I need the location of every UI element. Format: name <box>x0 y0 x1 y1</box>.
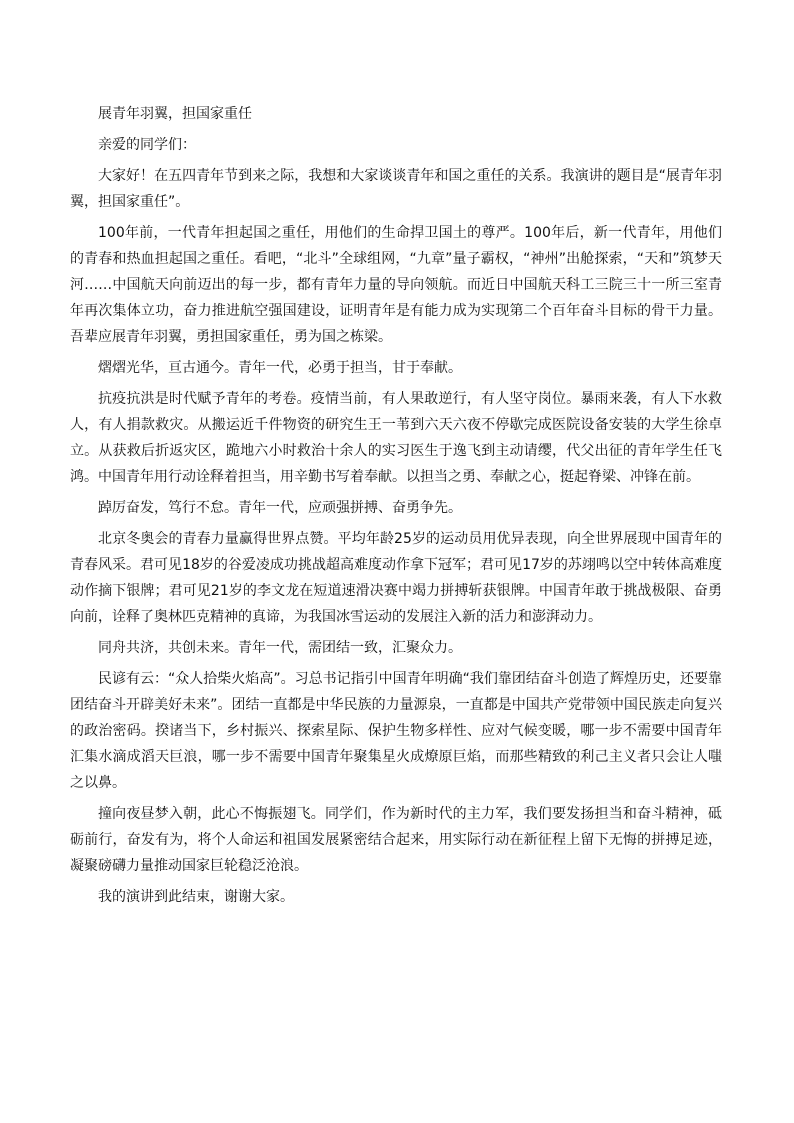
speech-title: 展青年羽翼，担国家重任 <box>98 106 252 122</box>
paragraph: 抗疫抗洪是时代赋予青年的考卷。疫情当前，有人果敢逆行，有人坚守岗位。暴雨来袭，有人下水救人，有人捐款救灾。从搬运近千件物资的研究生王一苇到六天六夜不停歇完成医院设备安装的大学生徐卓立。从获救后折返灾区，跪地六小时救治十余人的实习医生于逸飞到主动请缨，代父出征的青年学生任飞鸿。中国青年用行动诠释着担当，用辛勤书写着奉献。以担当之勇、奉献之心，挺起脊梁、冲锋在前。 <box>70 391 722 485</box>
paragraph: 北京冬奥会的青春力量赢得世界点赞。平均年龄25岁的运动员用优异表现，向全世界展现中国青年的青春风采。君可见18岁的谷爱凌成功挑战超高难度动作拿下冠军；君可见17岁的苏翊鸣以空中转体高难度动作摘下银牌；君可见21岁的李文龙在短道速滑决赛中竭力拼搏斩获银牌。中国青年敢于挑战极限、奋勇向前，诠释了奥林匹克精神的真谛，为我国冰雪运动的发展注入新的活力和澎湃动力。 <box>70 531 722 625</box>
section-heading: 踔厉奋发，笃行不怠。青年一代，应顽强拼搏、奋勇争先。 <box>98 500 462 516</box>
section-heading: 同舟共济，共创未来。青年一代，需团结一致，汇聚众力。 <box>98 640 462 656</box>
paragraph: 100年前，一代青年担起国之重任，用他们的生命捍卫国土的尊严。100年后，新一代青年，用他们的青春和热血担起国之重任。看吧，“北斗”全球组网，“九章”量子霸权，“神州”出舱探索，“天和”筑梦天河……中国航天向前迈出的每一步，都有青年力量的导向领航。而近日中国航天科工三院三十一所三室青年再次集体立功，奋力推进航空强国建设，证明青年是有能力成为实现第二个百年奋斗目标的骨干力量。吾辈应展青年羽翼，勇担国家重任，勇为国之栋梁。 <box>70 225 722 345</box>
salutation: 亲爱的同学们： <box>98 137 196 153</box>
speech-text <box>70 101 722 915</box>
paragraph: 撞向夜昼梦入朝，此心不悔振翅飞。同学们，作为新时代的主力军，我们要发扬担当和奋斗精神，砥砺前行，奋发有为，将个人命运和祖国发展紧密结合起来，用实际行动在新征程上留下无悔的拼搏足迹，凝聚磅礴力量推动国家巨轮稳泛沧浪。 <box>70 806 722 874</box>
paragraph: 民谚有云：“众人拾柴火焰高”。习总书记指引中国青年明确“我们靠团结奋斗创造了辉煌历史，还要靠团结奋斗开辟美好未来”。团结一直都是中华民族的力量源泉，一直都是中国共产党带领中国民族走向复兴的政治密码。揆诸当下，乡村振兴、探索星际、保护生物多样性、应对气候变暖，哪一步不需要中国青年汇集水滴成滔天巨浪，哪一步不需要中国青年聚集星火成燎原巨焰，而那些精致的利己主义者只会让人嗤之以鼻。 <box>70 671 722 791</box>
section-heading: 熠熠光华，亘古通今。青年一代，必勇于担当，甘于奉献。 <box>98 360 462 376</box>
paragraph: 大家好！在五四青年节到来之际，我想和大家谈谈青年和国之重任的关系。我演讲的题目是“展青年羽翼，担国家重任”。 <box>70 168 722 210</box>
closing: 我的演讲到此结束，谢谢大家。 <box>98 889 294 905</box>
